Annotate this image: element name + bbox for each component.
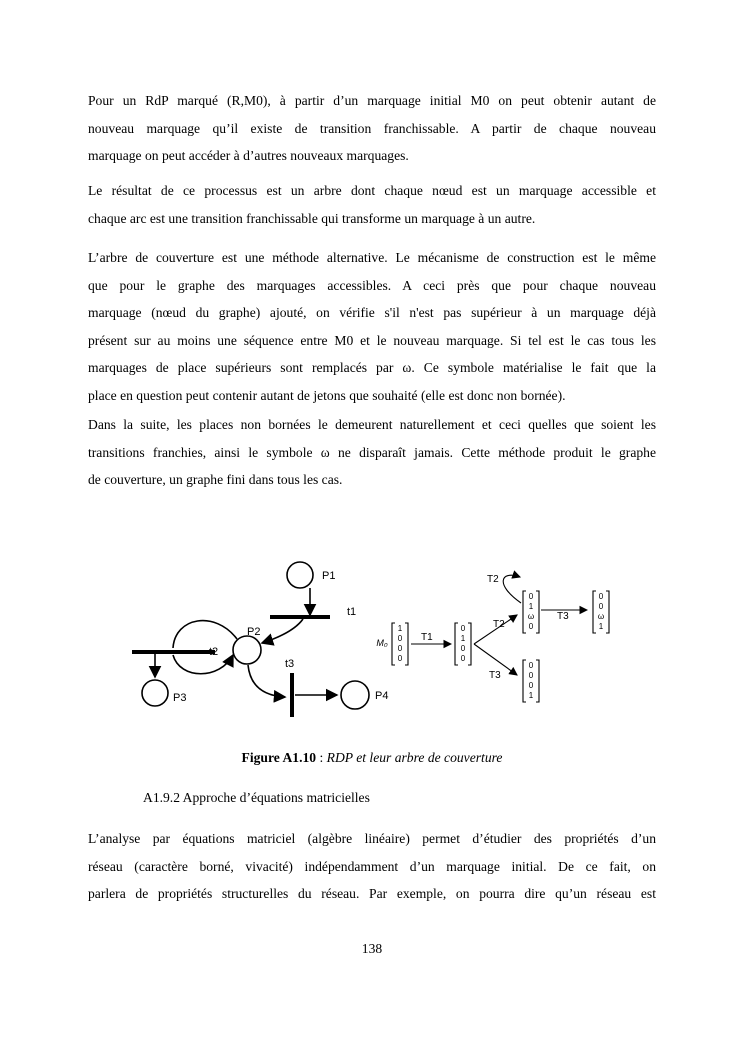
m3-val-4: 1 xyxy=(598,622,604,631)
paragraph-3 xyxy=(88,244,656,409)
text-line: transitions franchies, ainsi le symbole ω ne disparaît jamais. Cette méthode produit le graphe xyxy=(88,444,656,460)
text-line: L’arbre de couverture est une méthode alternative. Le mécanisme de construction est le même xyxy=(88,250,656,265)
paragraph-1 xyxy=(88,87,656,170)
text-line: Pour un RdP marqué (R,M0), à partir d’un marquage initial M0 on peut obtenir autant de xyxy=(88,93,656,108)
m0-label: M₀ xyxy=(376,638,388,648)
marking-m0 xyxy=(398,624,403,663)
text-line: marquages de place supérieurs sont remplacés par ω. Ce symbole matérialise le fait que la xyxy=(88,360,656,375)
place-p4 xyxy=(341,681,369,709)
m4-val-4: 1 xyxy=(528,691,534,700)
text-line: nouveau marquage qu’il existe de transition franchissable. A partir de chaque nouveau xyxy=(88,120,656,136)
place-p2 xyxy=(233,636,261,664)
text-line: de couverture, un graphe fini dans tous les cas. xyxy=(88,472,343,487)
m2-val-4: 0 xyxy=(528,622,534,631)
m0-val-2: 0 xyxy=(397,634,403,643)
page-number: 138 xyxy=(361,941,383,956)
m3-val-3: ω xyxy=(597,612,605,621)
arc-label-t3-a: T3 xyxy=(557,611,569,622)
m2-val-3: ω xyxy=(527,612,535,621)
place-p1 xyxy=(287,562,313,588)
text-line: que pour le graphe des marquages accessibles. A ceci près que pour chaque nouveau xyxy=(88,277,656,293)
figure-caption xyxy=(0,750,744,766)
label-t3: t3 xyxy=(285,658,295,670)
label-t1: t1 xyxy=(347,606,357,618)
text-line: place en question peut contenir autant de jetons que souhaité (elle est donc non bornée). xyxy=(88,387,566,403)
m4-val-3: 0 xyxy=(528,681,534,690)
arc-label-t1: T1 xyxy=(421,632,433,643)
marking-m1 xyxy=(461,624,466,663)
marking-m3 xyxy=(598,592,604,631)
text-line: Dans la suite, les places non bornées le demeurent naturellement et ceci quelles que soient les xyxy=(88,417,656,432)
m2-val-1: 0 xyxy=(528,592,534,601)
m3-val-2: 0 xyxy=(598,602,604,611)
text-line: marquage (nœud du graphe) ajouté, on vérifie s'il n'est pas supérieur à un marquage déjà xyxy=(88,305,656,320)
m1-val-1: 0 xyxy=(460,624,466,633)
m1-val-3: 0 xyxy=(460,644,466,653)
m4-val-2: 0 xyxy=(528,671,534,680)
section-subheading: A1.9.2 Approche d’équations matricielles xyxy=(143,790,370,805)
petri-net-figure xyxy=(125,555,620,735)
arc-label-t2-loop: T2 xyxy=(487,574,499,585)
marking-m4 xyxy=(529,661,534,700)
arc-label-t2: T2 xyxy=(493,619,505,630)
text-line: L’analyse par équations matriciel (algèbre linéaire) permet d’étudier des propriétés d’un xyxy=(88,831,656,846)
marking-m2 xyxy=(528,592,534,631)
paragraph-4 xyxy=(88,411,656,494)
caption-separator: : xyxy=(316,750,327,765)
text-line: marquage on peut accéder à d’autres nouveaux marquages. xyxy=(88,148,409,163)
label-p3: P3 xyxy=(173,692,187,704)
m1-val-2: 1 xyxy=(460,634,466,643)
caption-label: Figure A1.10 xyxy=(241,750,317,765)
paragraph-5 xyxy=(88,825,656,908)
m0-val-3: 0 xyxy=(397,644,403,653)
m4-val-1: 0 xyxy=(528,661,534,670)
label-p4: P4 xyxy=(375,690,389,702)
arc-label-t3-b: T3 xyxy=(489,670,501,681)
label-p2: P2 xyxy=(247,626,261,638)
text-line: Le résultat de ce processus est un arbre dont chaque nœud est un marquage accessible et xyxy=(88,183,656,198)
place-p3 xyxy=(142,680,168,706)
m1-val-4: 0 xyxy=(460,654,466,663)
m0-val-4: 0 xyxy=(397,654,403,663)
m3-val-1: 0 xyxy=(598,592,604,601)
label-p1: P1 xyxy=(322,570,336,582)
text-line: chaque arc est une transition franchissable qui transforme un marquage à un autre. xyxy=(88,210,536,226)
label-t2: t2 xyxy=(209,646,219,658)
caption-text: RDP et leur arbre de couverture xyxy=(326,750,503,765)
text-line: présent sur au moins une séquence entre M0 et le nouveau marquage. Si tel est le cas tous les xyxy=(88,332,656,348)
text-line: parlera de propriétés structurelles du réseau. Par exemple, on pourra dire qu’un réseau est xyxy=(88,886,656,901)
m2-val-2: 1 xyxy=(528,602,534,611)
text-line: réseau (caractère borné, vivacité) indépendamment d’un marquage initial. De ce fait, on xyxy=(88,858,656,874)
paragraph-2 xyxy=(88,177,656,232)
m0-val-1: 1 xyxy=(397,624,403,633)
